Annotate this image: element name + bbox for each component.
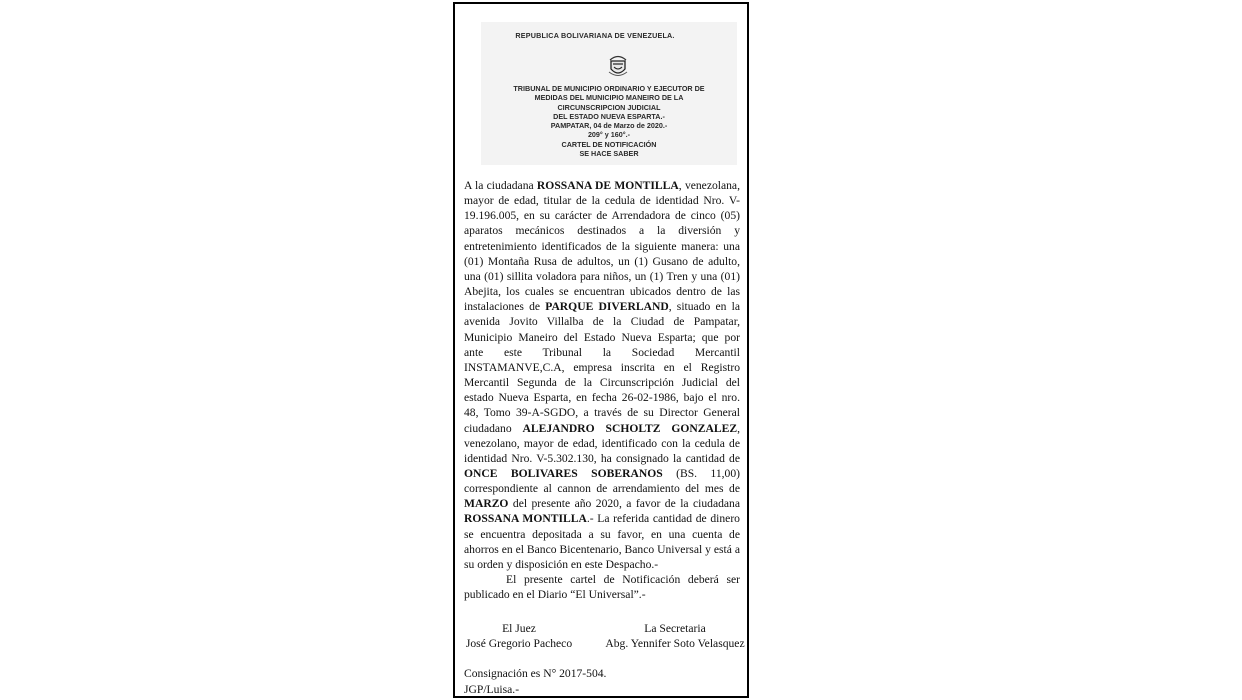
recipient-name-2: ROSSANA MONTILLA	[464, 512, 587, 526]
letterhead-republic: REPUBLICA BOLIVARIANA DE VENEZUELA.	[515, 31, 675, 40]
notice-body	[464, 178, 740, 602]
consignation-number: Consignación es N° 2017-504.	[464, 667, 607, 680]
court-line-4: DEL ESTADO NUEVA ESPARTA.-	[553, 111, 665, 121]
author-initials: JGP/Luisa.-	[464, 682, 520, 696]
court-line-7-title: CARTEL DE NOTIFICACIÓN	[561, 139, 657, 149]
paragraph-text-e: del presente año 2020, a favor de la ciudadana	[508, 497, 740, 511]
paragraph-text-a: , venezolana, mayor de edad, titular de la cedula de identidad Nro. V-19.196.005, en su carácter de Arrendadora de cinco (05) aparatos mecánicos destinados a la diversión y entretenimiento identificados de la siguiente manera: una (01) Montaña Rusa de adultos, un (1) Gusano de adulto, una (01) sillita voladora para niños, un (1) Tren y una (01) Abejita, los cuales se encuentran ubicados dentro de las instalaciones de	[464, 179, 740, 314]
amount-text: ONCE BOLIVARES SOBERANOS	[464, 466, 663, 480]
month-text: MARZO	[464, 497, 509, 511]
court-line-5-date: PAMPATAR, 04 de Marzo de 2020.-	[550, 121, 668, 131]
court-line-3: CIRCUNSCRIPCION JUDICIAL	[557, 102, 661, 112]
recipient-name: ROSSANA DE MONTILLA	[536, 179, 679, 192]
court-line-2: MEDIDAS DEL MUNICIPIO MANEIRO DE LA	[534, 93, 684, 103]
court-line-1: TRIBUNAL DE MUNICIPIO ORDINARIO Y EJECUTOR DE	[513, 84, 705, 93]
park-name: PARQUE DIVERLAND	[545, 300, 669, 314]
letterhead	[481, 22, 737, 165]
intro-text: A la ciudadana	[464, 179, 537, 192]
secretary-name: Abg. Yennifer Soto Velasquez	[605, 636, 745, 650]
judge-title: El Juez	[502, 622, 536, 635]
coat-of-arms-icon	[606, 52, 630, 80]
court-line-6-years: 209° y 160°.-	[587, 130, 631, 140]
notice-footer	[464, 666, 606, 697]
judge-signature	[464, 622, 574, 651]
director-name: ALEJANDRO SCHOLTZ GONZALEZ	[522, 421, 738, 435]
paragraph-text-d: (BS. 11,00) correspondiente al cannon de arrendamiento del mes de	[464, 466, 740, 496]
notice-paragraph-2: El presente cartel de Notificación deberá ser publicado en el Diario “El Universal”.-	[464, 573, 740, 602]
judge-name: José Gregorio Pacheco	[465, 636, 573, 650]
secretary-title: La Secretaria	[644, 622, 706, 635]
paragraph-text-b: , situado en la avenida Jovito Villalba de la Ciudad de Pampatar, Municipio Maneiro del Estado Nueva Esparta; que por ante este Tribunal la Sociedad Mercantil INSTAMANVE,C.A, empresa inscrita en el Registro Mercantil Segunda de la Circunscripción Judicial del estado Nueva Esparta, en fecha 26-02-1986, bajo el nro. 48, Tomo 39-A-SGDO, a través de su Director General ciudadano	[464, 300, 740, 435]
letterhead-court	[481, 84, 737, 158]
notice-paragraph-1	[464, 178, 740, 572]
paragraph-text-f: .- La referida cantidad de dinero se encuentra depositada a su favor, en una cuenta de ahorros en el Banco Bicentenario, Banco Universal y está a su orden y disposición en este Despacho.-	[464, 512, 740, 571]
paragraph-text-c: , venezolano, mayor de edad, identificado con la cedula de identidad Nro. V-5.302.130, ha consignado la cantidad de	[464, 421, 740, 465]
court-line-8-subtitle: SE HACE SABER	[579, 149, 639, 159]
secretary-signature	[605, 622, 745, 651]
notice-document	[453, 2, 749, 698]
